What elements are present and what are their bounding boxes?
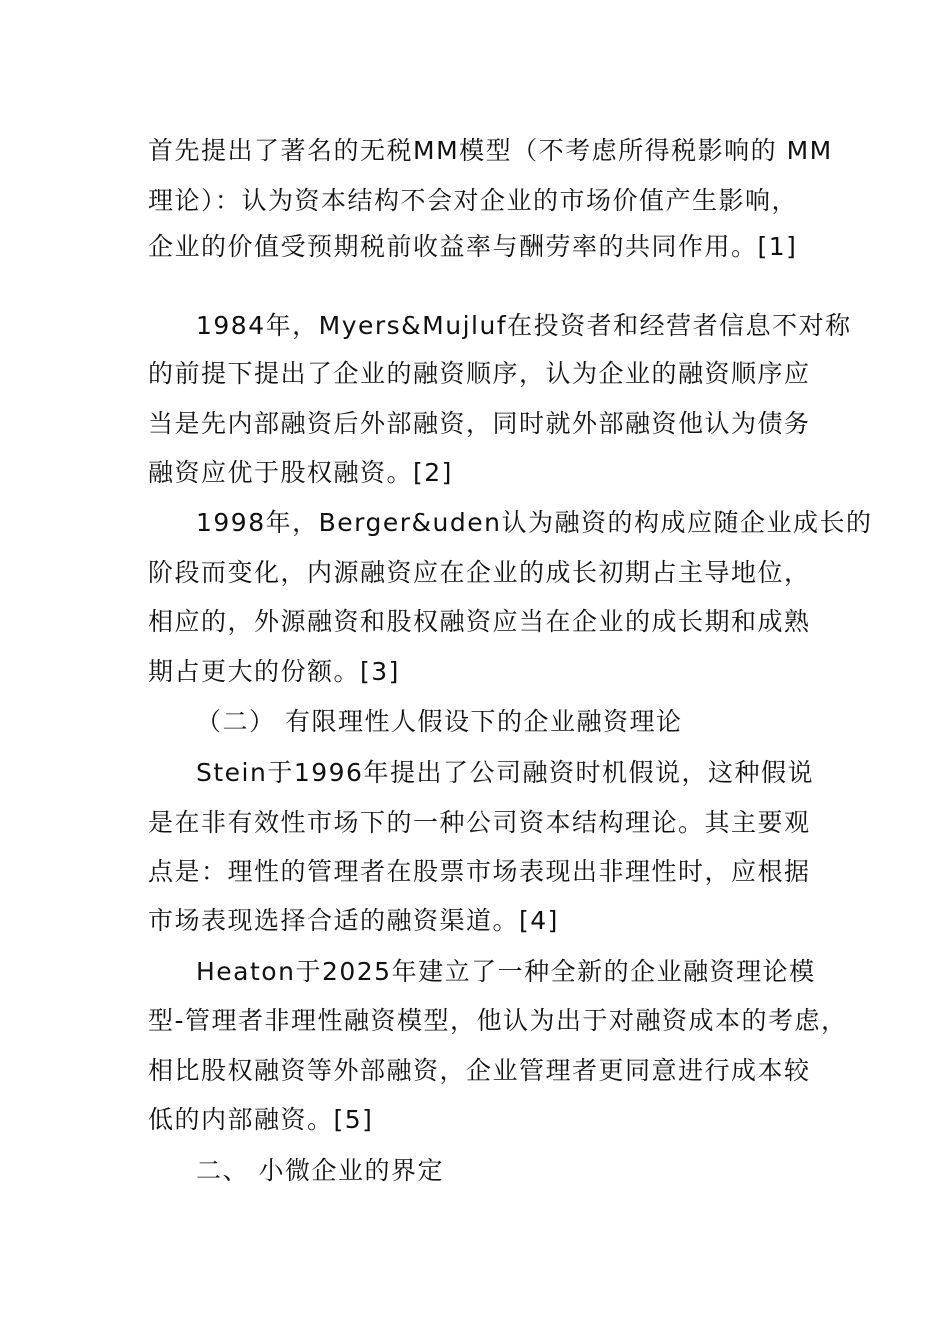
text-line: 1984年，Myers&Mujluf在投资者和经营者信息不对称 [196, 311, 852, 340]
text-line: 低的内部融资。[5] [148, 1105, 374, 1134]
text-line: 当是先内部融资后外部融资，同时就外部融资他认为债务 [148, 409, 811, 438]
text-line: 的前提下提出了企业的融资顺序，认为企业的融资顺序应 [148, 359, 811, 388]
section-heading: 二、 小微企业的界定 [196, 1156, 444, 1185]
text-line: 是在非有效性市场下的一种公司资本结构理论。其主要观 [148, 808, 811, 837]
text-line: 期占更大的份额。[3] [148, 657, 400, 686]
text-line: 点是：理性的管理者在股票市场表现出非理性时，应根据 [148, 857, 811, 886]
text-line: 阶段而变化，内源融资应在企业的成长初期占主导地位， [148, 558, 811, 587]
text-line: Heaton于2025年建立了一种全新的企业融资理论模 [196, 957, 816, 986]
text-line: 型-管理者非理性融资模型，他认为出于对融资成本的考虑， [148, 1006, 848, 1035]
text-line: 市场表现选择合适的融资渠道。[4] [148, 906, 559, 935]
text-line: Stein于1996年提出了公司融资时机假说，这种假说 [196, 758, 814, 787]
text-line: 理论）：认为资本结构不会对企业的市场价值产生影响， [148, 186, 799, 215]
text-line: 相应的，外源融资和股权融资应当在企业的成长期和成熟 [148, 607, 811, 636]
text-line: 1998年，Berger&uden认为融资的构成应随企业成长的 [196, 508, 873, 537]
text-line: 相比股权融资等外部融资，企业管理者更同意进行成本较 [148, 1056, 811, 1085]
text-line: 首先提出了著名的无税MM模型（不考虑所得税影响的 MM [148, 136, 833, 165]
section-heading: （二） 有限理性人假设下的企业融资理论 [196, 707, 683, 736]
text-line: 企业的价值受预期税前收益率与酬劳率的共同作用。[1] [148, 232, 798, 261]
text-line: 融资应优于股权融资。[2] [148, 458, 453, 487]
